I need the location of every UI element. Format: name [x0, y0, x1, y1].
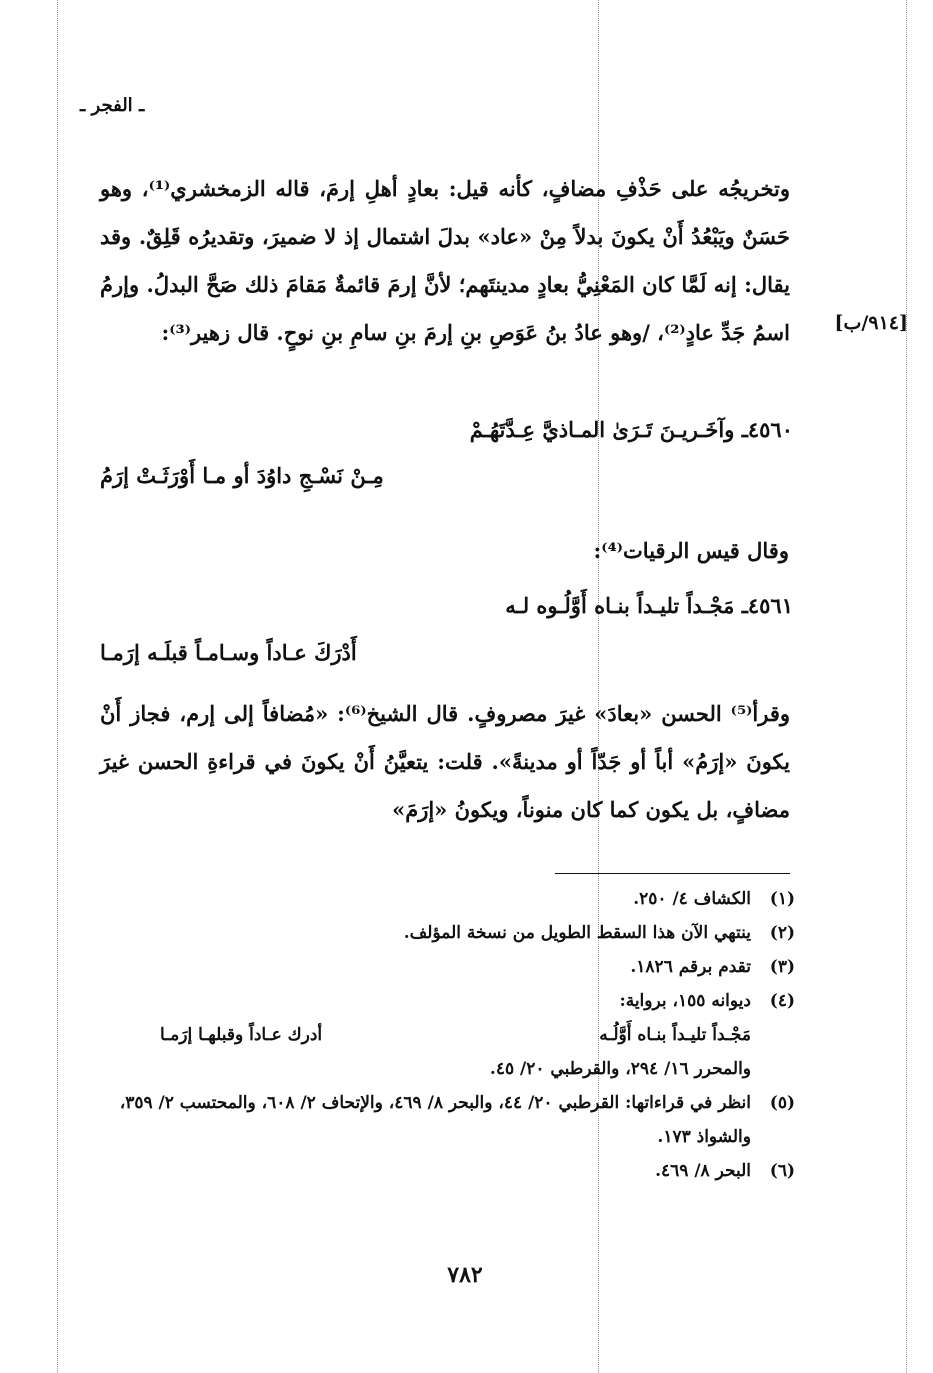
- verse-hemistich: أدرك عـاداً وقبلهـا إرَمـا: [160, 1025, 323, 1045]
- verse-number: ٤٥٦٠ـ: [741, 417, 793, 442]
- footnote-text: انظر في قراءاتها: القرطبي ٢٠/ ٤٤، والبحر ٨/ ٤٦٩، والإتحاف ٢/ ٦٠٨، والمحتسب ٢/ ٣٥٩، والشواذ ١٧٣.: [119, 1093, 751, 1147]
- footnote: [100, 882, 795, 916]
- body-paragraph: وقرأ⁽⁵⁾ الحسن «بعادَ» غيرَ مصروفٍ. قال الشيخ⁽⁶⁾: «مُضافاً إلى إرم، فجاز أَنْ يكونَ «إرَمُ» أباً أو جَدّاً أو مدينةً». قلت: يتعيَّنُ أَنْ يكونَ في قراءةِ الحسن غيرَ مضافٍ، بل يكون كما كان منوناً، ويكونُ «إرَمَ»: [100, 701, 790, 822]
- footnote-text: ديوانه ١٥٥، برواية:: [619, 991, 751, 1011]
- body-paragraph: وتخريجُه على حَذْفِ مضافٍ، كأنه قيل: بعادٍ أهلِ إرمَ، قاله الزمخشري⁽¹⁾، وهو حَسَنٌ ويَبْعُدُ أَنْ يكونَ بدلاً مِنْ «عاد» بدلَ اشتمال إذ لا ضميرَ، وتقديرُه قَلِقٌ. وقد يقال: إنه لَمَّا كان المَعْنِيُّ بعادٍ مدينتَهم؛ لأنَّ إرمَ قائمةٌ مَقامَ ذلك صَحَّ البدلُ. وإرمُ اسمُ جَدِّ عادٍ⁽²⁾، /وهو عادُ بنُ عَوَصِ بنِ إرمَ بنِ سامِ بنِ نوحٍ. قال زهير⁽³⁾:: [100, 176, 790, 345]
- manuscript-folio-ref: [٩١٤/ب]: [834, 312, 908, 334]
- scan-guide-line: [906, 0, 907, 1373]
- page-number: ٧٨٢: [447, 1262, 483, 1288]
- footnote-number: (٥): [769, 1093, 795, 1113]
- footnote-number: (٢): [769, 923, 795, 943]
- footnote-number: (١): [769, 889, 795, 909]
- footnote-separator: [555, 873, 790, 874]
- footnote-text: تقدم برقم ١٨٢٦.: [630, 957, 751, 977]
- running-header: ـ الفجر ـ: [80, 95, 145, 116]
- verse-hemistich: مَجْـداً تليـداً بنـاه أَوَّلُـوه لـه: [505, 593, 735, 618]
- scan-guide-line: [57, 0, 58, 1373]
- footnote-text: البحر ٨/ ٤٦٩.: [655, 1161, 751, 1181]
- verse-hemistich: مِـنْ نَسْـجِ داوُدَ أو مـا أَوْرَثَـتْ إرَمُ: [100, 463, 384, 488]
- footnote: [100, 916, 795, 950]
- footnote: [100, 984, 795, 1086]
- verse-hemistich: مَجْـداً تليـداً بنـاه أَوَّلُـه: [599, 1025, 751, 1045]
- verse-line: [470, 417, 793, 442]
- footnote-text: والمحرر ١٦/ ٢٩٤، والقرطبي ٢٠/ ٤٥.: [489, 1059, 751, 1079]
- footnote: [100, 950, 795, 984]
- footnote-number: (٣): [769, 957, 795, 977]
- verse-line: [505, 593, 793, 618]
- footnote-number: (٤): [769, 991, 795, 1011]
- verse-hemistich: أَدْرَكَ عـاداً وسـامـاً قبلَـه إرَمـا: [100, 640, 357, 665]
- footnote: [100, 1154, 795, 1188]
- footnote-text: ينتهي الآن هذا السقط الطويل من نسخة المؤلف.: [403, 923, 751, 943]
- footnote-verse: [100, 1018, 751, 1052]
- quotation-intro: وقال قيس الرقيات⁽⁴⁾:: [593, 538, 789, 563]
- footnotes: [100, 882, 795, 1188]
- verse-number: ٤٥٦١ـ: [741, 593, 793, 618]
- footnote-content: [100, 984, 751, 1086]
- footnote-number: (٦): [769, 1161, 795, 1181]
- footnote-text: الكشاف ٤/ ٢٥٠.: [633, 889, 751, 909]
- footnote: [100, 1086, 795, 1154]
- verse-hemistich: وآخَـريـنَ تَـرَىٰ المـاذيَّ عِـدَّتَهُـمْ: [469, 417, 735, 442]
